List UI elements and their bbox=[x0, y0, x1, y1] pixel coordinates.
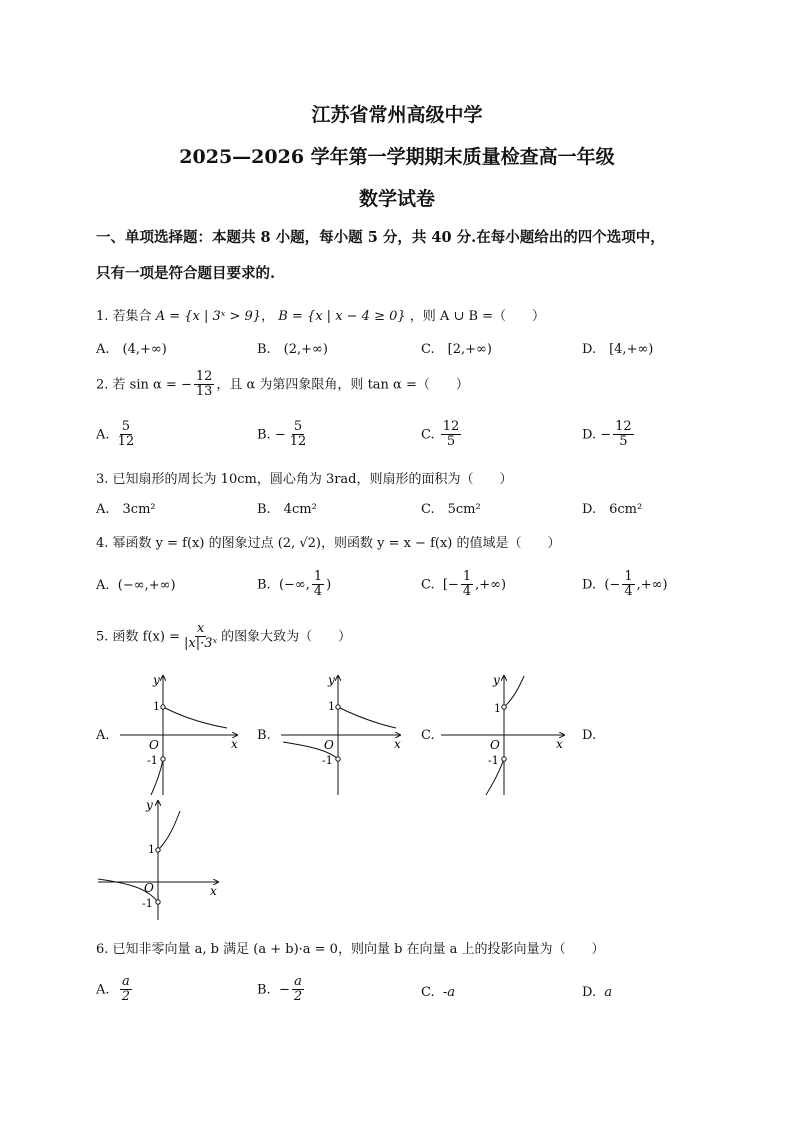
q2-option-d: D. − $\frac{12}{5}$ bbox=[582, 419, 632, 450]
q1-prefix: 1. 若集合 bbox=[96, 309, 152, 324]
q1-set-a: A = {x | 3ˣ > 9} bbox=[155, 309, 262, 324]
svg-text:y: y bbox=[328, 673, 335, 687]
q3-option-c: C. 5cm² bbox=[421, 502, 481, 517]
svg-text:x: x bbox=[231, 737, 238, 751]
section-heading-line2: 只有一项是符合题目要求的. bbox=[96, 265, 276, 282]
q5-fraction: $\frac{x}{\text{|x|·3ˣ}}$ bbox=[183, 621, 218, 652]
q6-option-a: A. $\frac{a}{2}$ bbox=[96, 974, 131, 1005]
school-name: 江苏省常州高级中学 bbox=[311, 104, 483, 126]
q2-suffix: ，且 α 为第四象限角，则 tan α =（ ） bbox=[216, 377, 469, 393]
subject-title: 数学试卷 bbox=[358, 188, 435, 210]
svg-text:-1: -1 bbox=[322, 754, 333, 767]
svg-text:-1: -1 bbox=[488, 754, 499, 767]
q5-suffix: 的图象大致为（ ） bbox=[221, 629, 352, 645]
q5-label-b: B. bbox=[257, 728, 271, 743]
q4-option-d: D. (− $\frac{1}{4}$ ,+∞) bbox=[582, 569, 668, 600]
svg-text:y: y bbox=[493, 673, 500, 687]
question-4: 4. 幂函数 y = f(x) 的图象过点 (2, √2)，则函数 y = x − f(x) 的值域是（ ） bbox=[96, 536, 561, 551]
svg-text:O: O bbox=[490, 738, 500, 752]
q3-option-d: D. 6cm² bbox=[582, 502, 643, 517]
svg-text:1: 1 bbox=[148, 843, 155, 856]
q1-suffix: ，则 A ∪ B =（ ） bbox=[409, 309, 546, 324]
svg-text:O: O bbox=[324, 738, 334, 752]
question-5 bbox=[96, 622, 351, 652]
q2-option-c: C. $\frac{12}{5}$ bbox=[421, 419, 460, 450]
svg-text:-1: -1 bbox=[147, 754, 158, 767]
svg-text:y: y bbox=[146, 798, 153, 812]
question-1 bbox=[96, 305, 545, 324]
q5-prefix: 5. 函数 f(x) = bbox=[96, 629, 180, 645]
question-2 bbox=[96, 370, 469, 400]
q2-option-b: B. − $\frac{5}{12}$ bbox=[257, 419, 307, 450]
svg-text:1: 1 bbox=[328, 700, 335, 713]
exam-title: 2025—2026 学年第一学期期末质量检查高一年级 bbox=[179, 146, 615, 168]
q1-option-a: A. (4,+∞) bbox=[96, 342, 167, 357]
section-heading-line1: 一、单项选择题：本题共 8 小题，每小题 5 分，共 40 分.在每小题给出的四个选项中， bbox=[96, 229, 665, 246]
q3-option-b: B. 4cm² bbox=[257, 502, 317, 517]
q2-fraction bbox=[194, 370, 215, 400]
q5-label-a: A. bbox=[96, 728, 110, 743]
svg-text:-1: -1 bbox=[142, 897, 153, 910]
svg-text:1: 1 bbox=[494, 702, 501, 715]
q6-option-d: D. a bbox=[582, 985, 613, 1000]
q2-prefix: 2. 若 sin α = − bbox=[96, 377, 192, 393]
q3-option-a: A. 3cm² bbox=[96, 502, 156, 517]
q4-option-c: C. [− $\frac{1}{4}$ ,+∞) bbox=[421, 569, 507, 600]
q6-option-b: B. − $\frac{a}{2}$ bbox=[257, 974, 303, 1005]
svg-text:O: O bbox=[149, 738, 159, 752]
svg-text:1: 1 bbox=[153, 700, 160, 713]
svg-text:x: x bbox=[556, 737, 563, 751]
svg-text:y: y bbox=[153, 673, 160, 687]
q1-set-b: B = {x | x − 4 ≥ 0} bbox=[278, 309, 406, 324]
q4-option-a: A. (−∞,+∞) bbox=[96, 578, 176, 593]
graph-b bbox=[278, 670, 408, 800]
q6-option-c: C. -a bbox=[421, 985, 456, 1000]
q1-sep: ， bbox=[261, 309, 275, 324]
graph-c bbox=[438, 670, 573, 800]
q1-option-b: B. (2,+∞) bbox=[257, 342, 328, 357]
question-3: 3. 已知扇形的周长为 10cm，圆心角为 3rad，则扇形的面积为（ ） bbox=[96, 472, 513, 487]
svg-text:x: x bbox=[394, 737, 401, 751]
svg-text:x: x bbox=[210, 884, 217, 898]
q2-num: 12 bbox=[195, 369, 213, 384]
question-6: 6. 已知非零向量 a, b 满足 (a + b)·a = 0，则向量 b 在向量 a 上的投影向量为（ ） bbox=[96, 942, 605, 957]
q2-option-a: A. $\frac{5}{12}$ bbox=[96, 419, 135, 450]
graph-d bbox=[96, 795, 226, 925]
q5-label-c: C. bbox=[421, 728, 435, 743]
q2-den: 13 bbox=[195, 384, 213, 400]
svg-text:O: O bbox=[144, 881, 154, 895]
q4-option-b: B. (−∞, $\frac{1}{4}$ ) bbox=[257, 569, 332, 600]
q1-option-d: D. [4,+∞) bbox=[582, 342, 654, 357]
q5-label-d: D. bbox=[582, 728, 597, 743]
graph-a bbox=[115, 670, 245, 800]
q1-option-c: C. [2,+∞) bbox=[421, 342, 492, 357]
